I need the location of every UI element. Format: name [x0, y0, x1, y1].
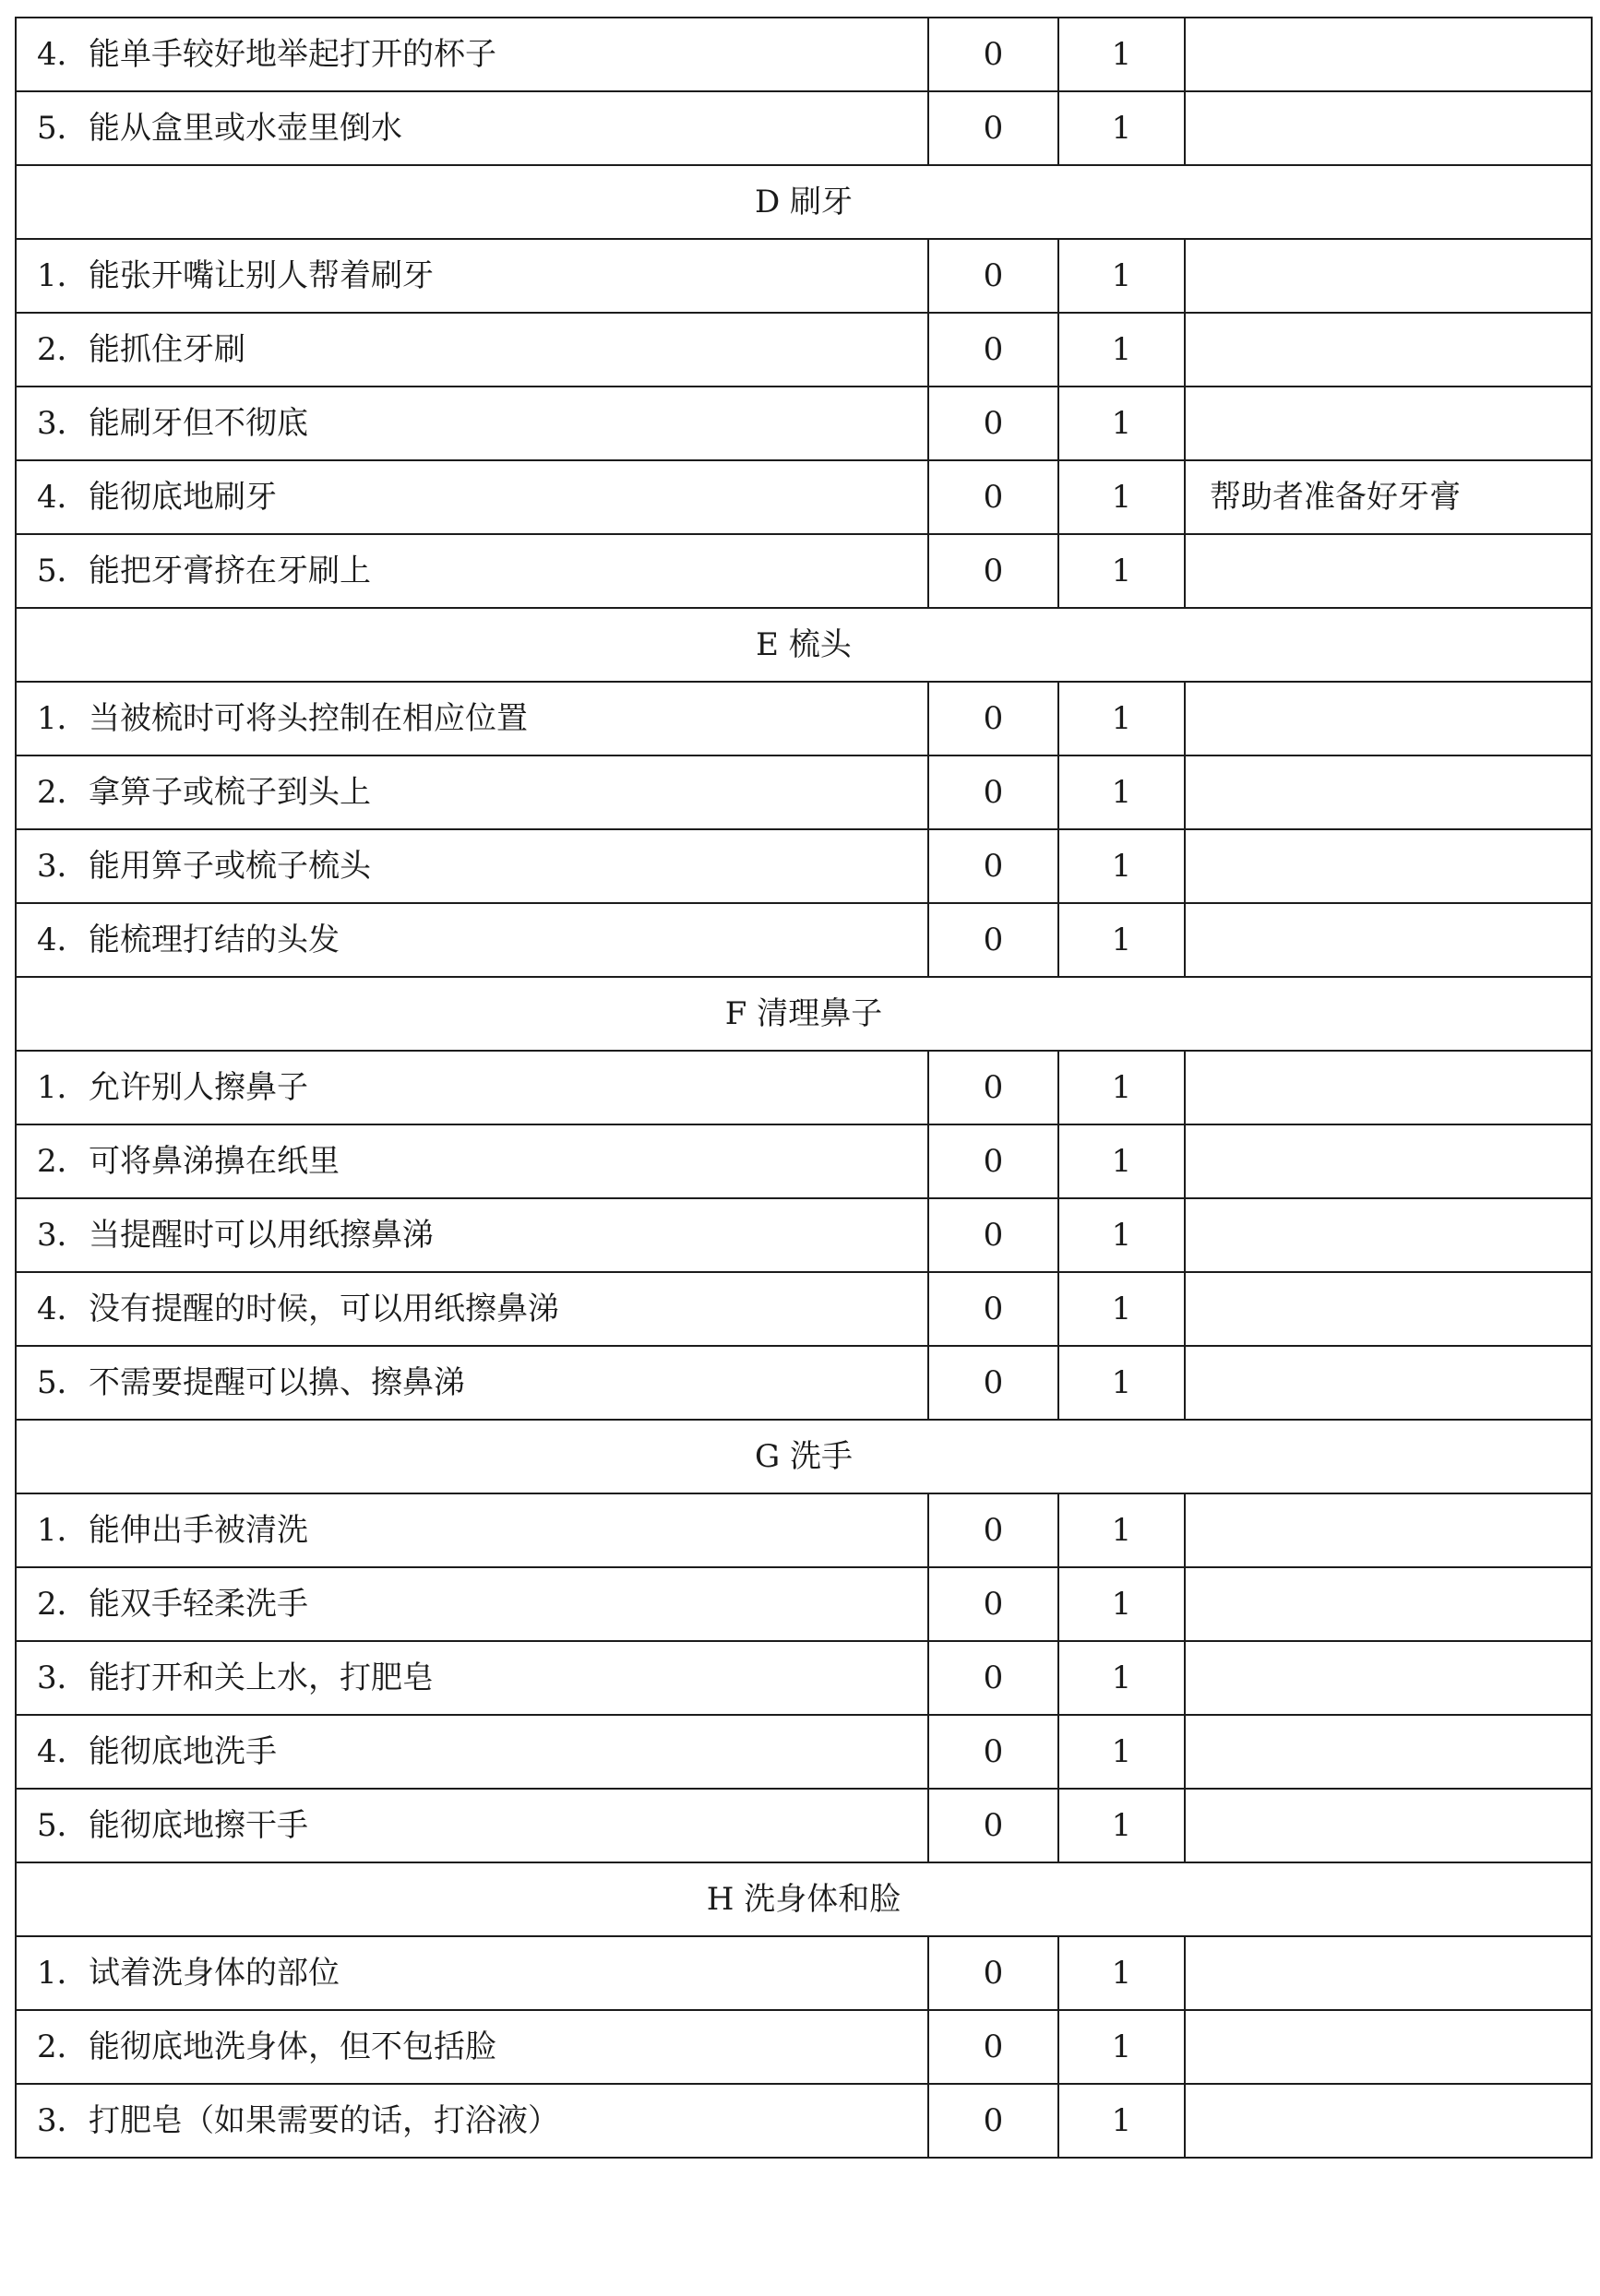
section-title: G 洗手 — [16, 1420, 1592, 1493]
item-number: 4． — [37, 1733, 89, 1770]
item-number: 2． — [37, 774, 89, 811]
item-text: 不需要提醒可以擤、擦鼻涕 — [89, 1364, 465, 1401]
table-row — [16, 1051, 1592, 1124]
item-number: 5． — [37, 110, 89, 147]
score-one-cell: 1 — [1058, 460, 1185, 534]
score-zero-cell: 0 — [928, 1493, 1058, 1567]
note-cell — [1185, 91, 1592, 165]
note-cell — [1185, 755, 1592, 829]
score-one-cell: 1 — [1058, 1789, 1185, 1862]
item-cell — [16, 1346, 928, 1420]
item-cell — [16, 1936, 928, 2010]
score-zero-cell: 0 — [928, 239, 1058, 313]
section-header-row — [16, 165, 1592, 239]
note-cell — [1185, 387, 1592, 460]
item-text: 没有提醒的时候，可以用纸擦鼻涕 — [89, 1291, 559, 1327]
item-cell — [16, 1715, 928, 1789]
item-number: 4． — [37, 922, 89, 958]
item-number: 1． — [37, 257, 89, 294]
item-number: 4． — [37, 36, 89, 73]
note-cell — [1185, 1493, 1592, 1567]
score-one-cell: 1 — [1058, 1124, 1185, 1198]
table-row — [16, 1641, 1592, 1715]
score-zero-cell: 0 — [928, 18, 1058, 91]
score-one-cell: 1 — [1058, 1198, 1185, 1272]
section-header-row — [16, 977, 1592, 1051]
table-row — [16, 829, 1592, 903]
score-zero-cell: 0 — [928, 1198, 1058, 1272]
score-zero-cell: 0 — [928, 682, 1058, 755]
score-zero-cell: 0 — [928, 1789, 1058, 1862]
score-zero-cell: 0 — [928, 313, 1058, 387]
section-header-row — [16, 608, 1592, 682]
table-row — [16, 682, 1592, 755]
note-cell — [1185, 534, 1592, 608]
score-zero-cell: 0 — [928, 387, 1058, 460]
note-cell — [1185, 1272, 1592, 1346]
table-row — [16, 313, 1592, 387]
item-cell — [16, 829, 928, 903]
item-cell — [16, 313, 928, 387]
section-title: F 清理鼻子 — [16, 977, 1592, 1051]
score-zero-cell: 0 — [928, 1346, 1058, 1420]
item-cell — [16, 387, 928, 460]
score-one-cell: 1 — [1058, 534, 1185, 608]
table-row — [16, 1272, 1592, 1346]
score-one-cell: 1 — [1058, 1272, 1185, 1346]
assessment-table-body — [16, 18, 1592, 2158]
item-cell — [16, 239, 928, 313]
table-row — [16, 534, 1592, 608]
item-cell — [16, 1493, 928, 1567]
item-text: 能从盒里或水壶里倒水 — [89, 110, 402, 147]
score-zero-cell: 0 — [928, 2010, 1058, 2084]
section-title: D 刷牙 — [16, 165, 1592, 239]
score-one-cell: 1 — [1058, 2010, 1185, 2084]
item-cell — [16, 755, 928, 829]
score-zero-cell: 0 — [928, 2084, 1058, 2158]
item-number: 1． — [37, 1512, 89, 1549]
item-text: 能彻底地洗身体，但不包括脸 — [89, 2028, 496, 2065]
item-number: 5． — [37, 553, 89, 589]
score-one-cell: 1 — [1058, 387, 1185, 460]
item-text: 能把牙膏挤在牙刷上 — [89, 553, 371, 589]
score-one-cell: 1 — [1058, 91, 1185, 165]
score-one-cell: 1 — [1058, 1641, 1185, 1715]
item-text: 能打开和关上水，打肥皂 — [89, 1660, 434, 1696]
section-title: H 洗身体和脸 — [16, 1862, 1592, 1936]
item-text: 能抓住牙刷 — [89, 331, 245, 368]
score-one-cell: 1 — [1058, 2084, 1185, 2158]
score-one-cell: 1 — [1058, 829, 1185, 903]
item-number: 3． — [37, 405, 89, 442]
note-cell — [1185, 1051, 1592, 1124]
section-header-row — [16, 1420, 1592, 1493]
item-text: 能张开嘴让别人帮着刷牙 — [89, 257, 434, 294]
note-cell — [1185, 313, 1592, 387]
item-number: 5． — [37, 1807, 89, 1844]
note-cell — [1185, 1936, 1592, 2010]
table-row — [16, 1493, 1592, 1567]
item-text: 允许别人擦鼻子 — [89, 1069, 308, 1106]
score-one-cell: 1 — [1058, 903, 1185, 977]
table-row — [16, 2010, 1592, 2084]
item-text: 能伸出手被清洗 — [89, 1512, 308, 1549]
score-zero-cell: 0 — [928, 1272, 1058, 1346]
item-text: 能刷牙但不彻底 — [89, 405, 308, 442]
item-cell — [16, 903, 928, 977]
section-header-row — [16, 1862, 1592, 1936]
item-text: 能梳理打结的头发 — [89, 922, 340, 958]
note-cell — [1185, 2084, 1592, 2158]
table-row — [16, 1715, 1592, 1789]
note-cell — [1185, 18, 1592, 91]
table-row — [16, 1198, 1592, 1272]
item-number: 3． — [37, 848, 89, 885]
score-zero-cell: 0 — [928, 1124, 1058, 1198]
note-cell — [1185, 1567, 1592, 1641]
score-one-cell: 1 — [1058, 18, 1185, 91]
item-number: 2． — [37, 1586, 89, 1623]
item-text: 能用箅子或梳子梳头 — [89, 848, 371, 885]
score-one-cell: 1 — [1058, 1051, 1185, 1124]
note-cell — [1185, 1124, 1592, 1198]
item-text: 打肥皂（如果需要的话，打浴液） — [89, 2102, 559, 2139]
score-zero-cell: 0 — [928, 534, 1058, 608]
table-row — [16, 755, 1592, 829]
table-row — [16, 1346, 1592, 1420]
note-cell — [1185, 1641, 1592, 1715]
score-zero-cell: 0 — [928, 903, 1058, 977]
section-title: E 梳头 — [16, 608, 1592, 682]
item-text: 能彻底地刷牙 — [89, 479, 277, 516]
table-row — [16, 18, 1592, 91]
item-number: 2． — [37, 2028, 89, 2065]
table-row — [16, 239, 1592, 313]
item-number: 1． — [37, 1955, 89, 1992]
table-row — [16, 1124, 1592, 1198]
score-zero-cell: 0 — [928, 1051, 1058, 1124]
note-cell — [1185, 903, 1592, 977]
item-cell — [16, 1272, 928, 1346]
item-number: 1． — [37, 1069, 89, 1106]
score-one-cell: 1 — [1058, 239, 1185, 313]
item-text: 能彻底地擦干手 — [89, 1807, 308, 1844]
item-text: 可将鼻涕擤在纸里 — [89, 1143, 340, 1180]
score-one-cell: 1 — [1058, 1493, 1185, 1567]
score-one-cell: 1 — [1058, 313, 1185, 387]
score-one-cell: 1 — [1058, 1567, 1185, 1641]
score-one-cell: 1 — [1058, 1715, 1185, 1789]
item-number: 2． — [37, 331, 89, 368]
item-cell — [16, 1641, 928, 1715]
score-zero-cell: 0 — [928, 1715, 1058, 1789]
note-cell — [1185, 829, 1592, 903]
item-cell — [16, 1124, 928, 1198]
item-text: 试着洗身体的部位 — [89, 1955, 340, 1992]
item-text: 能双手轻柔洗手 — [89, 1586, 308, 1623]
table-row — [16, 1936, 1592, 2010]
table-row — [16, 2084, 1592, 2158]
note-cell — [1185, 682, 1592, 755]
score-one-cell: 1 — [1058, 1936, 1185, 2010]
score-one-cell: 1 — [1058, 1346, 1185, 1420]
table-row — [16, 1567, 1592, 1641]
item-cell — [16, 1198, 928, 1272]
item-cell — [16, 1051, 928, 1124]
item-cell — [16, 1789, 928, 1862]
score-zero-cell: 0 — [928, 755, 1058, 829]
item-cell — [16, 1567, 928, 1641]
item-text: 当被梳时可将头控制在相应位置 — [89, 700, 528, 737]
note-cell — [1185, 1346, 1592, 1420]
item-text: 能单手较好地举起打开的杯子 — [89, 36, 496, 73]
item-cell — [16, 2010, 928, 2084]
item-number: 4． — [37, 479, 89, 516]
note-cell: 帮助者准备好牙膏 — [1185, 460, 1592, 534]
note-cell — [1185, 239, 1592, 313]
score-zero-cell: 0 — [928, 1936, 1058, 2010]
item-text: 当提醒时可以用纸擦鼻涕 — [89, 1217, 434, 1254]
item-number: 3． — [37, 2102, 89, 2139]
item-number: 3． — [37, 1217, 89, 1254]
note-cell — [1185, 2010, 1592, 2084]
item-cell — [16, 534, 928, 608]
item-number: 4． — [37, 1291, 89, 1327]
item-cell — [16, 18, 928, 91]
score-zero-cell: 0 — [928, 1641, 1058, 1715]
table-row — [16, 91, 1592, 165]
item-cell — [16, 91, 928, 165]
score-zero-cell: 0 — [928, 460, 1058, 534]
item-number: 3． — [37, 1660, 89, 1696]
score-one-cell: 1 — [1058, 682, 1185, 755]
item-text: 能彻底地洗手 — [89, 1733, 277, 1770]
assessment-table — [15, 17, 1593, 2159]
table-row — [16, 1789, 1592, 1862]
table-row — [16, 387, 1592, 460]
item-cell — [16, 2084, 928, 2158]
item-text: 拿箅子或梳子到头上 — [89, 774, 371, 811]
item-number: 2． — [37, 1143, 89, 1180]
item-cell — [16, 682, 928, 755]
item-number: 1． — [37, 700, 89, 737]
item-cell — [16, 460, 928, 534]
note-cell — [1185, 1198, 1592, 1272]
note-cell — [1185, 1789, 1592, 1862]
table-row — [16, 460, 1592, 534]
score-one-cell: 1 — [1058, 755, 1185, 829]
score-zero-cell: 0 — [928, 1567, 1058, 1641]
note-cell — [1185, 1715, 1592, 1789]
item-number: 5． — [37, 1364, 89, 1401]
table-row — [16, 903, 1592, 977]
score-zero-cell: 0 — [928, 829, 1058, 903]
score-zero-cell: 0 — [928, 91, 1058, 165]
